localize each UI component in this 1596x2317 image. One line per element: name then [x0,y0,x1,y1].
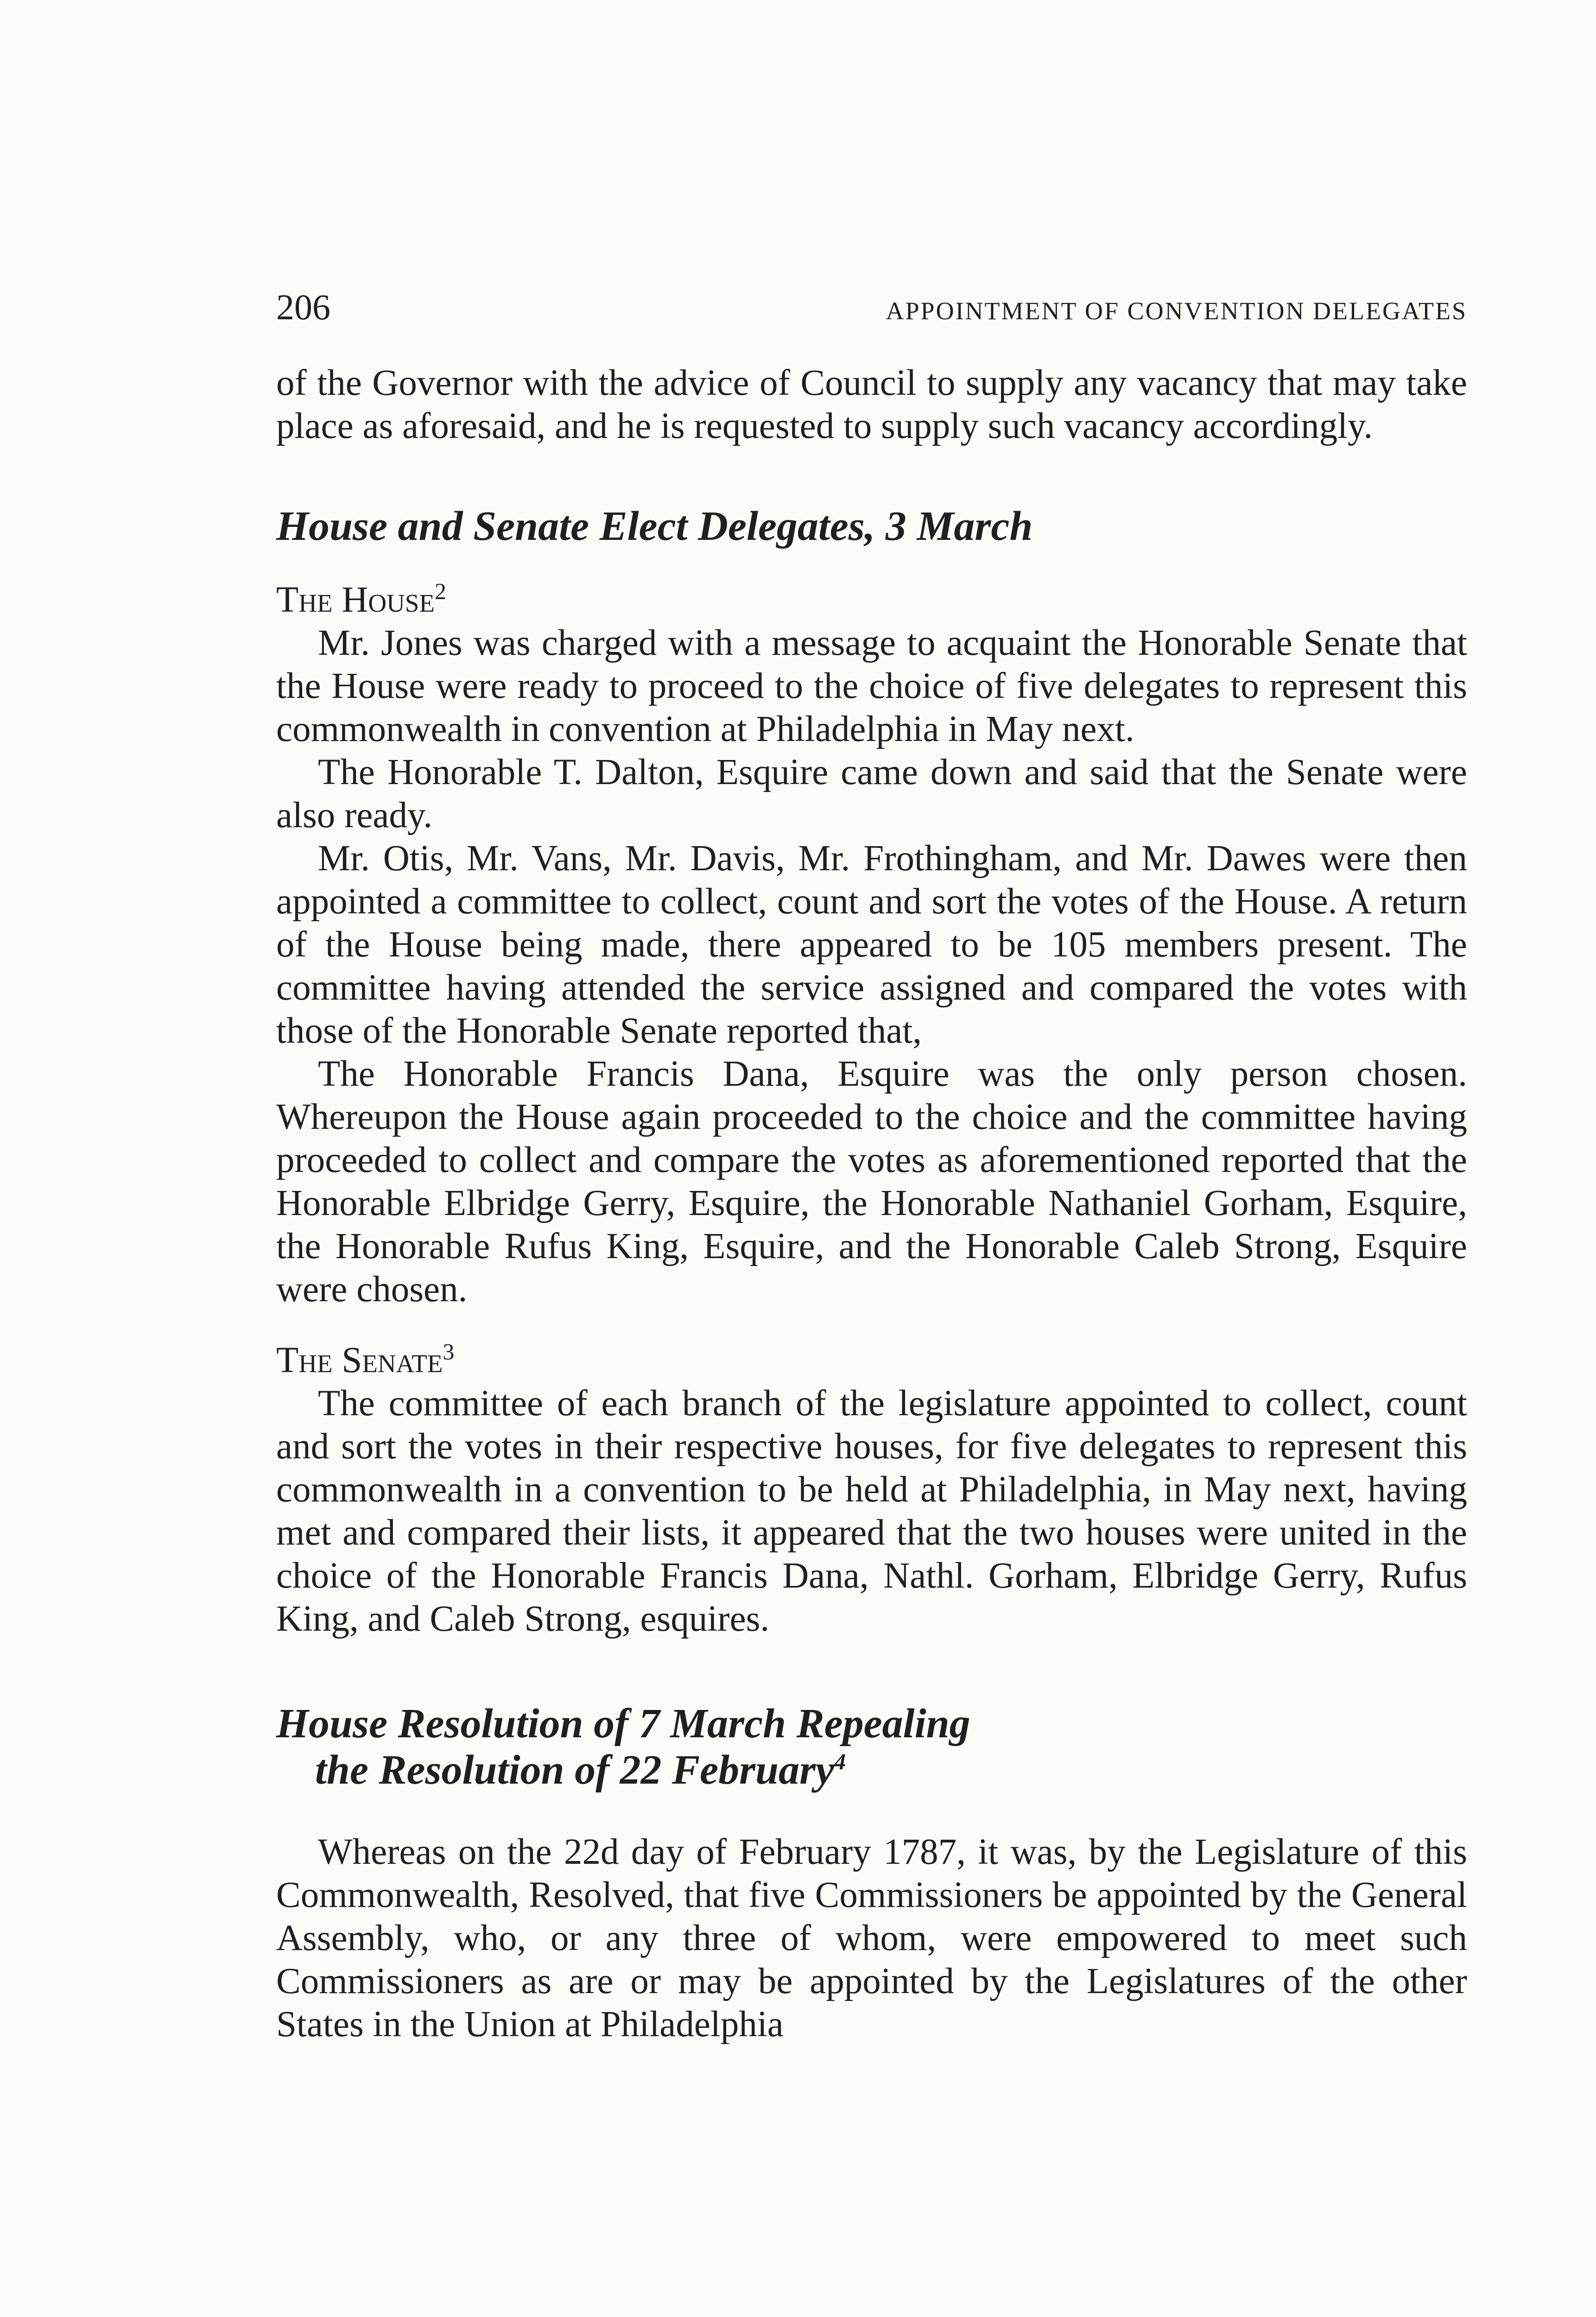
section-heading-repeal-resolution [276,1701,1467,1793]
house-paragraph-3: Mr. Otis, Mr. Vans, Mr. Davis, Mr. Frothingham, and Mr. Dawes were then appointed a committee to collect, count and sort the votes of the House. A return of the House being made, there appeared to be 105 members present. The committee having attended the service assigned and compared the votes with those of the Honorable Senate reported that, [276,838,1467,1051]
subhead-house-label: The House [276,580,435,620]
senate-paragraph-1: The committee of each branch of the legislature appointed to collect, count and sort the votes in their respective houses, for five delegates to represent this commonwealth in a convention to be held at Philadelphia, in May next, having met and compared their lists, it appeared that the two houses were united in the choice of the Honorable Francis Dana, Nathl. Gorham, Elbridge Gerry, Rufus King, and Caleb Strong, esquires. [276,1383,1467,1639]
running-head: APPOINTMENT OF CONVENTION DELEGATES [886,297,1467,325]
house-paragraph-2: The Honorable T. Dalton, Esquire came down and said that the Senate were also ready. [276,752,1467,836]
page-number: 206 [276,287,330,327]
footnote-ref-2: 2 [435,578,446,604]
section-heading-elect-delegates: House and Senate Elect Delegates, 3 March [276,503,1033,549]
page-header [276,282,1467,333]
heading-line-2 [276,1747,1467,1793]
house-paragraph-4: The Honorable Francis Dana, Esquire was the only person chosen. Whereupon the House again proceeded to the choice and the committee having proceeded to collect and compare the votes as aforementioned reported that the Honorable Elbridge Gerry, Esquire, the Honorable Nathaniel Gorham, Esquire, the Honorable Rufus King, Esquire, and the Honorable Caleb Strong, Esquire were chosen. [276,1054,1467,1310]
subhead-senate-label: The Senate [276,1340,443,1380]
house-paragraph-1: Mr. Jones was charged with a message to acquaint the Honorable Senate that the House were ready to proceed to the choice of five delegates to represent this commonwealth in convention at Philadelphia in May next. [276,623,1467,749]
subhead-the-house [276,578,1467,621]
page-body [276,361,1467,2046]
footnote-ref-3: 3 [443,1338,455,1365]
subhead-the-senate [276,1339,1467,1382]
intro-paragraph: of the Governor with the advice of Council to supply any vacancy that may take place as aforesaid, and he is requested to supply such vacancy accordingly. [276,363,1467,446]
footnote-ref-4: 4 [834,1748,846,1774]
heading-line-1: House Resolution of 7 March Repealing [276,1701,970,1747]
heading-line-2-text: the Resolution of 22 February [315,1747,835,1793]
resolution-paragraph: Whereas on the 22d day of February 1787, it was, by the Legislature of this Commonwealth, Resolved, that five Commissioners be appointed by the General Assembly, who, or any three of whom, were empowered to meet such Commissioners as are or may be appointed by the Legislatures of the other States in the Union at Philadelphia [276,1832,1467,2045]
